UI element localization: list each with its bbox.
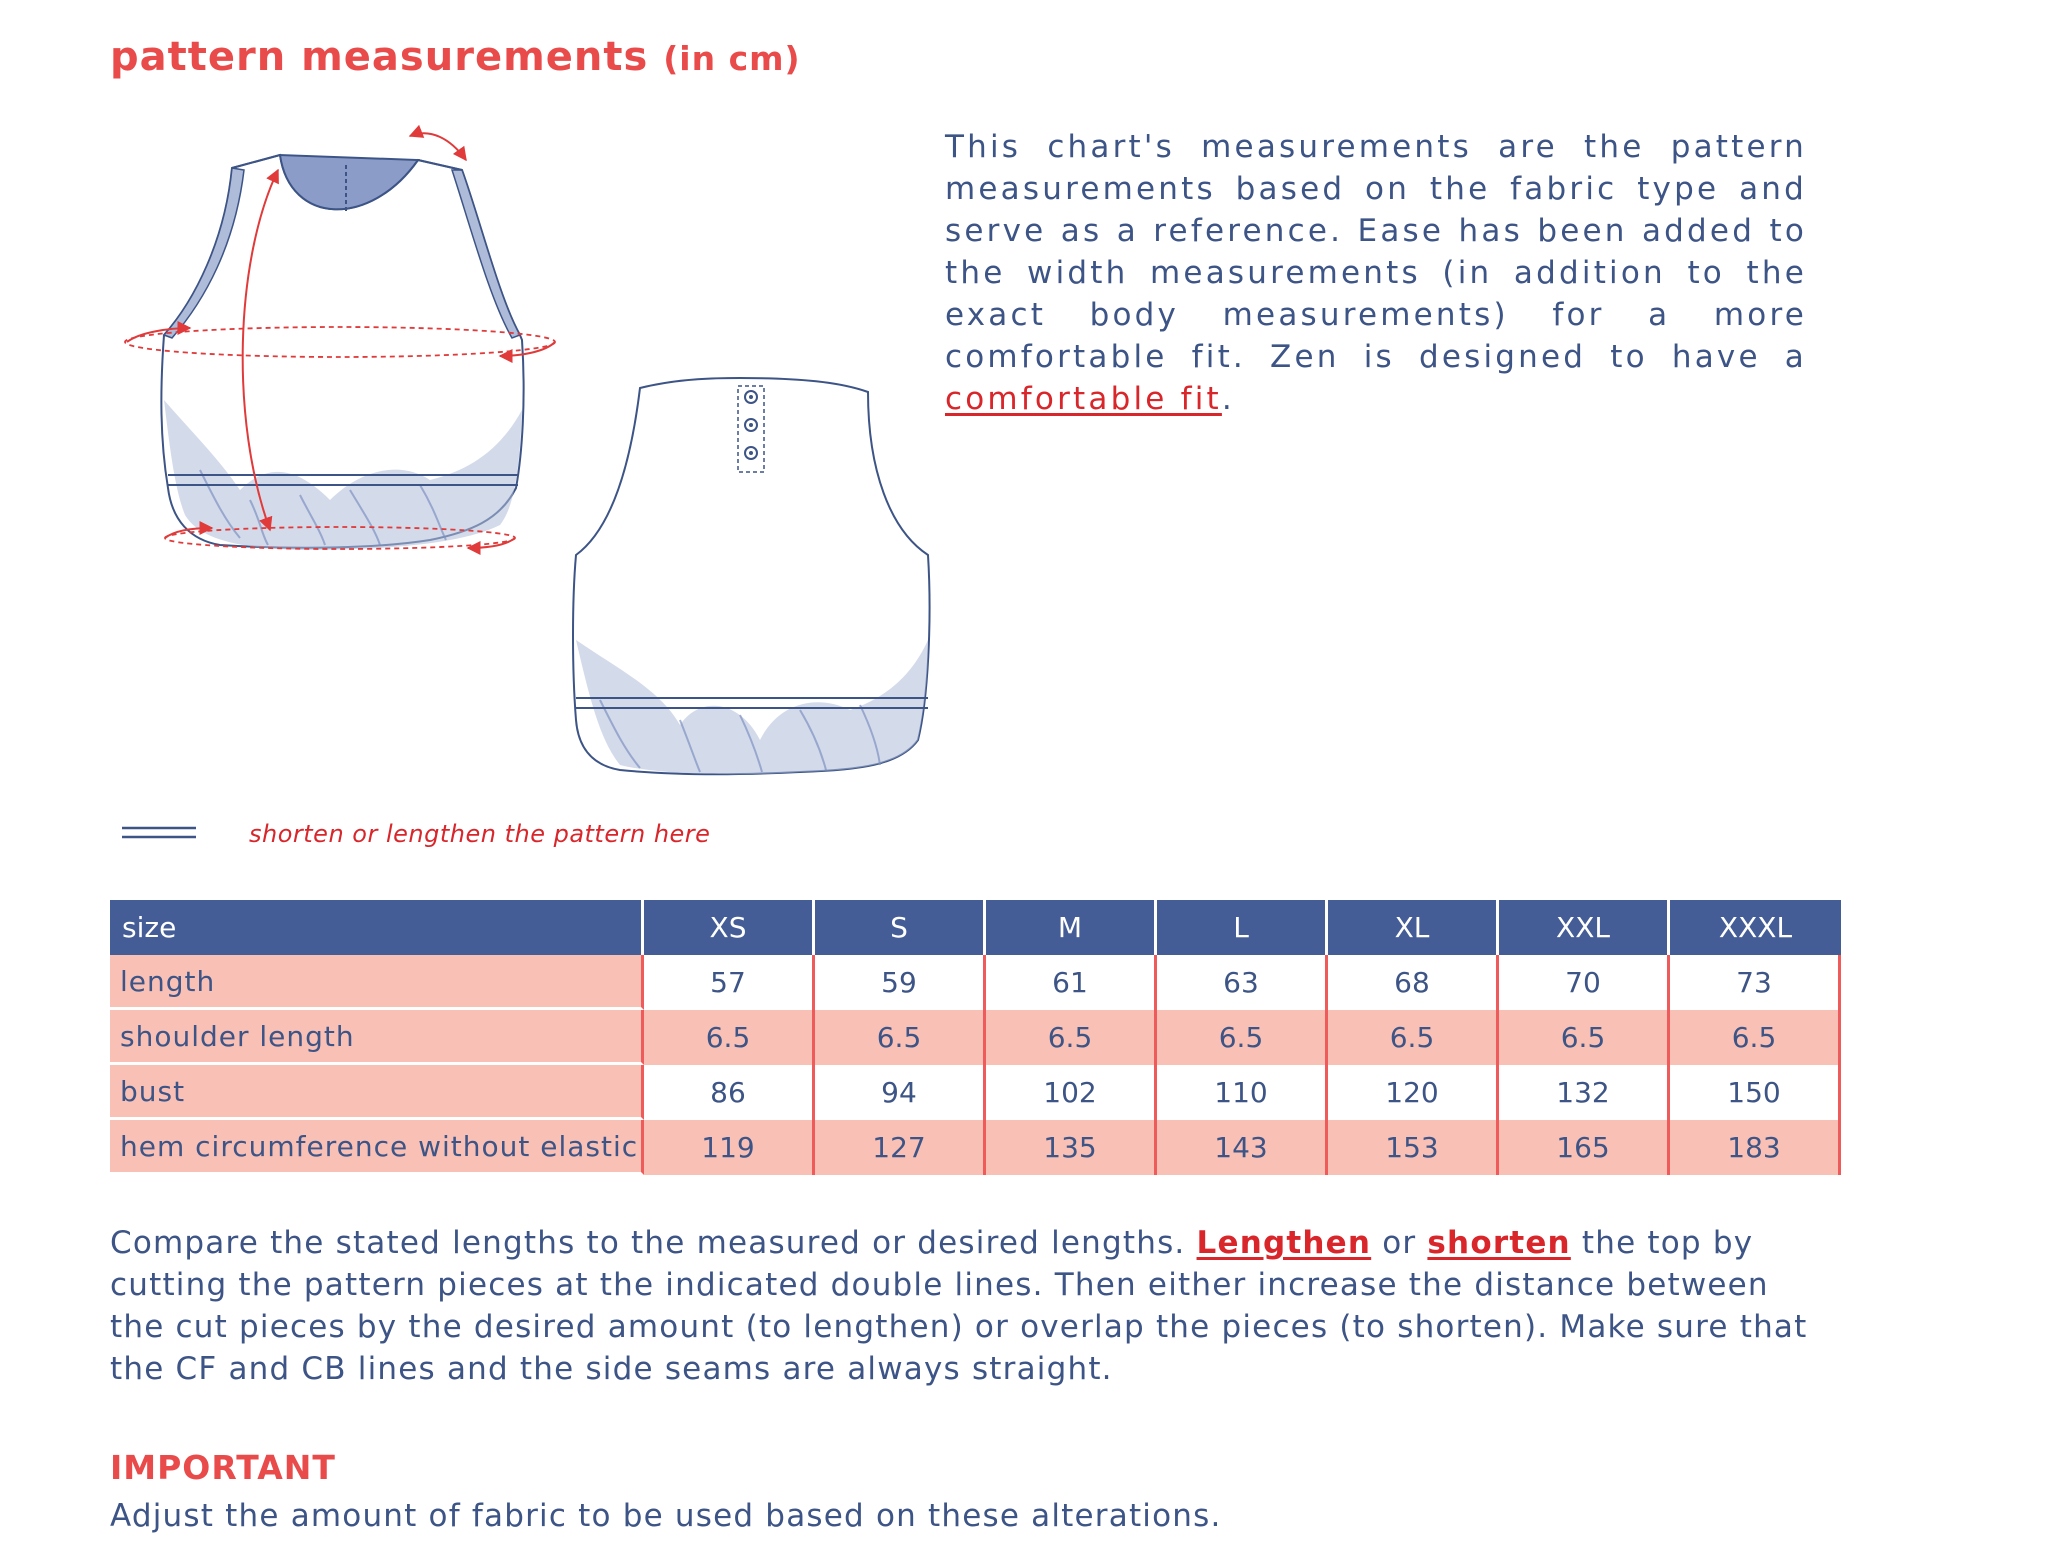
- instructions-text: the top by cutting the pattern pieces at the indicated double lines. Then either increase the distance between the cut pieces by the desired amount (to lengthen) or overlap the pieces (to shorten). Make sure that the CF and CB lines and the side seams are always straight.: [110, 1225, 1808, 1387]
- table-header-row: [110, 900, 1841, 955]
- table-cell: 153: [1328, 1120, 1499, 1175]
- legend-label: shorten or lengthen the pattern here: [249, 820, 711, 848]
- table-cell: 68: [1328, 955, 1499, 1010]
- intro-paragraph: [945, 126, 1807, 420]
- table-cell: 6.5: [1328, 1010, 1499, 1065]
- table-cell: 6.5: [815, 1010, 986, 1065]
- table-cell: 6.5: [1499, 1010, 1670, 1065]
- table-row-bust: [110, 1065, 1841, 1120]
- table-cell: 63: [1157, 955, 1328, 1010]
- instructions-text: or: [1371, 1225, 1428, 1261]
- garment-drawings: [0, 0, 940, 800]
- double-line-legend-icon: [122, 826, 196, 840]
- instructions-text: Compare the stated lengths to the measured or desired lengths.: [110, 1225, 1197, 1261]
- header-xxxl: XXXL: [1670, 900, 1841, 955]
- back-view-drawing: [573, 378, 930, 774]
- header-size: size: [110, 900, 644, 955]
- header-xs: XS: [644, 900, 815, 955]
- row-label: bust: [110, 1065, 644, 1120]
- table-cell: 120: [1328, 1065, 1499, 1120]
- table-cell: 6.5: [1670, 1010, 1841, 1065]
- page-title-unit: (in cm): [663, 39, 801, 78]
- table-cell: 59: [815, 955, 986, 1010]
- table-cell: 143: [1157, 1120, 1328, 1175]
- table-cell: 165: [1499, 1120, 1670, 1175]
- alteration-instructions: [110, 1222, 1830, 1390]
- table-cell: 135: [986, 1120, 1157, 1175]
- table-row-shoulder-length: [110, 1010, 1841, 1065]
- table-cell: 61: [986, 955, 1157, 1010]
- shorten-link[interactable]: shorten: [1427, 1225, 1571, 1261]
- lengthen-link[interactable]: Lengthen: [1196, 1225, 1372, 1261]
- table-cell: 6.5: [644, 1010, 815, 1065]
- row-label: hem circumference without elastic: [110, 1120, 644, 1175]
- header-m: M: [986, 900, 1157, 955]
- size-measurement-table: [110, 900, 1841, 1175]
- header-s: S: [815, 900, 986, 955]
- row-label: length: [110, 955, 644, 1010]
- table-cell: 94: [815, 1065, 986, 1120]
- table-cell: 57: [644, 955, 815, 1010]
- table-cell: 132: [1499, 1065, 1670, 1120]
- header-xxl: XXL: [1499, 900, 1670, 955]
- table-cell: 102: [986, 1065, 1157, 1120]
- table-cell: 127: [815, 1120, 986, 1175]
- table-cell: 70: [1499, 955, 1670, 1010]
- table-row-hem-circumference: [110, 1120, 1841, 1175]
- table-row-length: [110, 955, 1841, 1010]
- front-view-drawing: [125, 133, 555, 550]
- table-cell: 119: [644, 1120, 815, 1175]
- row-label: shoulder length: [110, 1010, 644, 1065]
- table-cell: 110: [1157, 1065, 1328, 1120]
- table-cell: 6.5: [986, 1010, 1157, 1065]
- table-cell: 86: [644, 1065, 815, 1120]
- header-xl: XL: [1328, 900, 1499, 955]
- important-heading: IMPORTANT: [110, 1448, 336, 1487]
- table-cell: 6.5: [1157, 1010, 1328, 1065]
- page-title-main: pattern measurements: [110, 34, 649, 80]
- important-note: Adjust the amount of fabric to be used based on these alterations.: [110, 1498, 1222, 1534]
- header-l: L: [1157, 900, 1328, 955]
- intro-text-end: .: [1221, 381, 1235, 417]
- table-cell: 183: [1670, 1120, 1841, 1175]
- table-cell: 73: [1670, 955, 1841, 1010]
- intro-text: This chart's measurements are the pattern measurements based on the fabric type and serve as a reference. Ease has been added to the width measurements (in addition to the exact body measurements) for a more comfortable fit. Zen is designed to have a: [945, 129, 1807, 375]
- comfortable-fit-link[interactable]: comfortable fit: [945, 381, 1222, 417]
- table-cell: 150: [1670, 1065, 1841, 1120]
